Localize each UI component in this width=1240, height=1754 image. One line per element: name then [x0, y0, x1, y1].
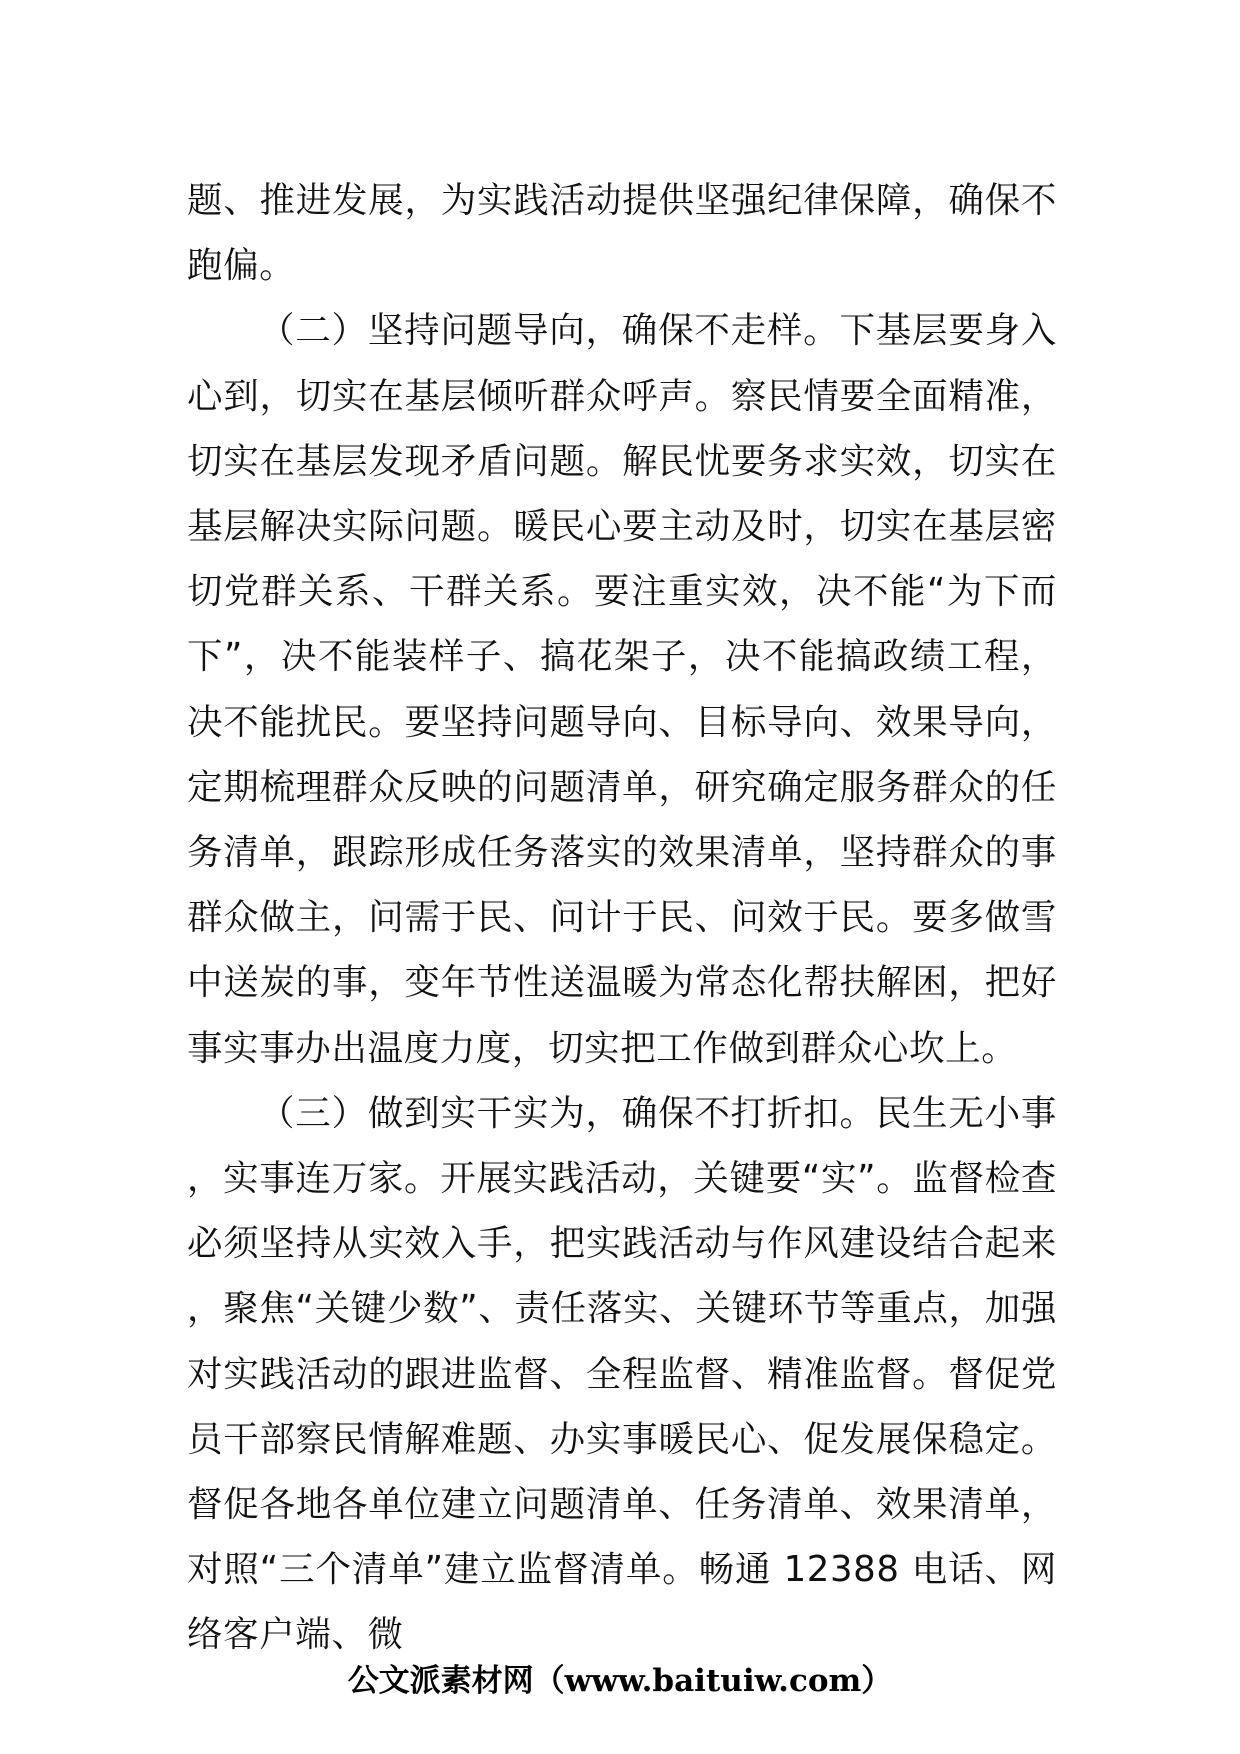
paragraph-3: （三）做到实干实为，确保不打折扣。民生无小事，实事连万家。开展实践活动，关键要“实”。监督检查必须坚持从实效入手，把实践活动与作风建设结合起来，聚焦“关键少数”、责任落实、关键环节等重点，加强对实践活动的跟进监督、全程监督、精准监督。督促党员干部察民情解难题、办实事暖民心、促发展保稳定。督促各地各单位建立问题清单、任务清单、效果清单，对照“三个清单”建立监督清单。畅通 12388 电话、网络客户端、微	[187, 1092, 1057, 1656]
footer-watermark: 公文派素材网（www.baituiw.com）	[347, 1663, 893, 1699]
document-body	[187, 168, 1057, 1668]
paragraph-2: （二）坚持问题导向，确保不走样。下基层要身入心到，切实在基层倾听群众呼声。察民情要全面精准，切实在基层发现矛盾问题。解民忧要务求实效，切实在基层解决实际问题。暖民心要主动及时，切实在基层密切党群关系、干群关系。要注重实效，决不能“为下而下”，决不能装样子、搞花架子，决不能搞政绩工程，决不能扰民。要坚持问题导向、目标导向、效果导向，定期梳理群众反映的问题清单，研究确定服务群众的任务清单，跟踪形成任务落实的效果清单，坚持群众的事群众做主，问需于民、问计于民、问效于民。要多做雪中送炭的事，变年节性送温暖为常态化帮扶解困，把好事实事办出温度力度，切实把工作做到群众心坎上。	[187, 310, 1057, 1069]
paragraph-1: 题、推进发展，为实践活动提供坚强纪律保障，确保不跑偏。	[187, 180, 1057, 287]
